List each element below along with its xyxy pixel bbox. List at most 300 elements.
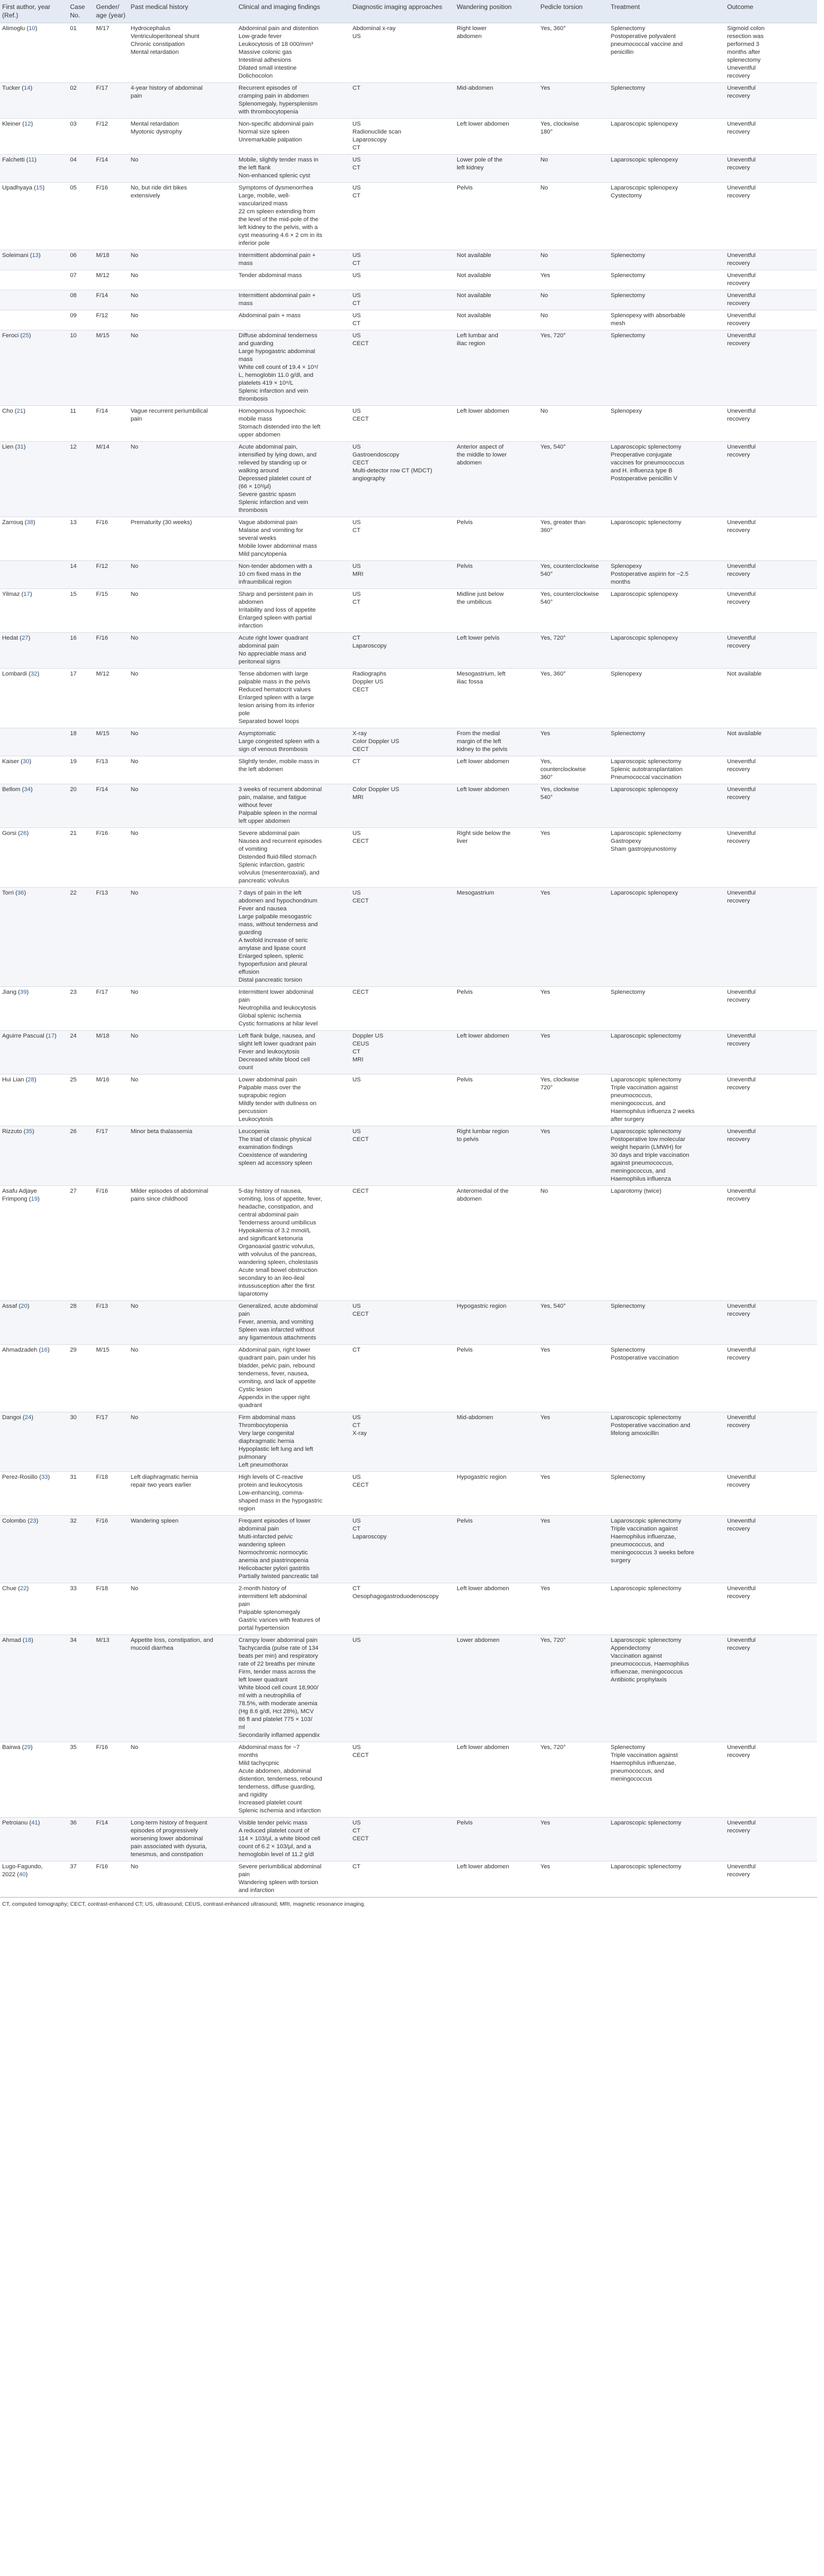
cell-treatment: [609, 1635, 725, 1742]
cell-gender-age: M/17: [94, 23, 128, 83]
cell-line: No: [130, 563, 138, 569]
cell-line: lesion arising from its inferior: [238, 702, 315, 709]
cell-line: A reduced platelet count of: [238, 1828, 309, 1834]
cell-line: pneumococcus,: [610, 1092, 653, 1099]
reference-link[interactable]: 12: [24, 121, 31, 127]
cell-clinical-findings: [236, 1301, 351, 1345]
cell-line: A twofold increase of seric: [238, 937, 308, 944]
cell-line: Radionuclide scan: [352, 129, 402, 135]
cell-line: White blood cell count 18,900/: [238, 1685, 319, 1691]
table-row: [0, 155, 817, 183]
cell-treatment: [609, 310, 725, 330]
cell-wandering-position: [454, 1516, 538, 1583]
cell-line: CT: [352, 1347, 361, 1353]
cell-line: Pelvis: [457, 989, 473, 995]
cell-line: Mid-abdomen: [457, 85, 494, 91]
cell-line: rate of 22 breaths per minute: [238, 1661, 315, 1667]
cell-line: 360°: [540, 774, 553, 781]
cell-line: Large congested spleen with a: [238, 738, 320, 745]
cell-wandering-position: [454, 1345, 538, 1412]
cell-line: Yes: [540, 1128, 551, 1135]
author-name: Falchetti: [2, 157, 25, 163]
cell-line: of vomiting: [238, 846, 268, 852]
cell-line: Uneventful: [727, 591, 756, 597]
cell-line: Acute small bowel obstruction: [238, 1267, 318, 1273]
cell-line: influenzae, meningococcus: [610, 1669, 683, 1675]
cell-line: abdomen: [457, 460, 482, 466]
cell-line: Hypogastric region: [457, 1303, 507, 1309]
cell-pedicle-torsion: [538, 155, 609, 183]
cell-clinical-findings: [236, 561, 351, 589]
cell-line: No: [130, 830, 138, 837]
cell-author: Cho (21): [0, 406, 68, 442]
cell-line: percussion: [238, 1108, 268, 1115]
cell-line: Mild pancytopenia: [238, 551, 287, 557]
cell-line: shaped mass in the hypogastric: [238, 1498, 323, 1504]
cell-line: Uneventful: [727, 519, 756, 526]
cell-line: Acute right lower quadrant: [238, 635, 308, 641]
cell-outcome: [725, 888, 817, 987]
cell-line: Intermittent abdominal pain +: [238, 292, 316, 299]
cell-gender-age: M/15: [94, 330, 128, 406]
cell-wandering-position: [454, 633, 538, 669]
cell-wandering-position: [454, 330, 538, 406]
reference-link[interactable]: 25: [22, 332, 29, 339]
author-name-cont: Frimpong: [2, 1196, 27, 1202]
cell-line: tenderness, diffuse guarding,: [238, 1784, 316, 1790]
cell-outcome: [725, 1031, 817, 1075]
author-name: Colombo: [2, 1518, 26, 1524]
cell-past-medical-history: [128, 888, 236, 987]
cell-outcome: [725, 290, 817, 310]
reference-link[interactable]: 38: [26, 519, 34, 526]
cell-line: Low-grade fever: [238, 33, 282, 40]
cell-line: Triple vaccination against: [610, 1752, 678, 1758]
cell-line: Laparoscopic splenectomy: [610, 1820, 681, 1826]
reference-link[interactable]: 31: [17, 444, 24, 450]
reference-link[interactable]: 26: [20, 830, 27, 837]
reference-link[interactable]: 28: [27, 1077, 34, 1083]
cell-line: Yes: [540, 989, 551, 995]
cell-gender-age: F/13: [94, 756, 128, 784]
cell-line: Laparoscopic splenectomy: [610, 758, 681, 765]
cell-line: Splenectomy: [610, 730, 646, 737]
cell-pedicle-torsion: [538, 1031, 609, 1075]
cell-diagnostic-imaging: [351, 756, 455, 784]
cell-pedicle-torsion: [538, 183, 609, 250]
cell-line: Vaccination against: [610, 1653, 662, 1659]
cell-line: Splenopexy: [610, 671, 642, 677]
cell-author: Bellom (34): [0, 784, 68, 828]
author-name: Asafu Adjaye: [2, 1188, 37, 1194]
reference-link[interactable]: 22: [20, 1585, 27, 1592]
cell-line: Right lumbar region: [457, 1128, 509, 1135]
cell-line: Multi-infarcted pelvic: [238, 1534, 293, 1540]
cell-line: Laparoscopic splenectomy: [610, 830, 681, 837]
author-name: Hedat: [2, 635, 18, 641]
cell-treatment: [609, 1412, 725, 1472]
cell-line: peritoneal signs: [238, 659, 280, 665]
cell-line: meningococcus 3 weeks before: [610, 1550, 695, 1556]
cell-pedicle-torsion: [538, 517, 609, 561]
reference-link[interactable]: 19: [31, 1196, 38, 1202]
cell-wandering-position: [454, 1742, 538, 1818]
cell-line: Multi-detector row CT (MDCT): [352, 468, 432, 474]
cell-line: Lower abdominal pain: [238, 1077, 297, 1083]
reference-link[interactable]: 32: [31, 671, 37, 677]
cell-line: Tachycardia (pulse rate of 134: [238, 1645, 319, 1651]
cell-line: Uneventful: [727, 121, 756, 127]
cell-line: X-ray: [352, 730, 367, 737]
cell-line: Fever and nausea: [238, 906, 287, 912]
table-row: [0, 1742, 817, 1818]
cell-line: Pelvis: [457, 185, 473, 191]
cell-clinical-findings: [236, 888, 351, 987]
cell-author: Bairwa (29): [0, 1742, 68, 1818]
cell-line: CEUS: [352, 1041, 370, 1047]
cell-wandering-position: [454, 83, 538, 119]
reference-link[interactable]: 15: [36, 185, 43, 191]
cell-line: Organoaxial gastric volvulus,: [238, 1243, 315, 1250]
author-name: Lien: [2, 444, 14, 450]
reference-link[interactable]: 33: [41, 1474, 48, 1480]
cell-line: Yes: [540, 1864, 551, 1870]
reference-link[interactable]: 27: [22, 635, 29, 641]
cell-line: Yes, clockwise: [540, 1077, 579, 1083]
cell-line: Separated bowel loops: [238, 718, 299, 725]
cell-pedicle-torsion: [538, 1861, 609, 1897]
cell-treatment: [609, 728, 725, 756]
cell-clinical-findings: [236, 633, 351, 669]
cell-pedicle-torsion: [538, 1345, 609, 1412]
cell-line: Yes: [540, 830, 551, 837]
header-clinical-findings: Clinical and imaging findings: [236, 0, 351, 23]
cell-treatment: [609, 1301, 725, 1345]
cell-line: No: [130, 591, 138, 597]
reference-link[interactable]: 39: [20, 989, 27, 995]
reference-link[interactable]: 14: [24, 85, 31, 91]
cell-line: central abdominal pain: [238, 1212, 299, 1218]
reference-link[interactable]: 40: [19, 1871, 26, 1878]
cell-line: recovery: [727, 1828, 750, 1834]
cell-case-no: 29: [68, 1345, 94, 1412]
cell-past-medical-history: [128, 987, 236, 1031]
reference-link[interactable]: 16: [41, 1347, 48, 1353]
cell-line: Not available: [727, 730, 762, 737]
cell-line: Sigmoid colon: [727, 25, 765, 32]
author-name: Alimoglu: [2, 25, 25, 32]
cell-line: Splenectomy: [610, 252, 646, 259]
cell-past-medical-history: [128, 1861, 236, 1897]
cell-past-medical-history: [128, 310, 236, 330]
author-name: Bellom: [2, 786, 21, 793]
cell-gender-age: F/16: [94, 517, 128, 561]
cell-gender-age: M/18: [94, 1031, 128, 1075]
cell-pedicle-torsion: [538, 1301, 609, 1345]
cell-line: Yes: [540, 1414, 551, 1421]
cell-line: No: [130, 989, 138, 995]
cell-pedicle-torsion: [538, 442, 609, 517]
cell-line: Uneventful: [727, 890, 756, 896]
cell-line: Leukocytosis: [238, 1116, 273, 1123]
cell-line: recovery: [727, 643, 750, 649]
cell-past-medical-history: [128, 784, 236, 828]
reference-link[interactable]: 41: [31, 1820, 38, 1826]
cell-line: Splenectomy: [610, 1303, 646, 1309]
cell-line: Laparoscopic splenectomy: [610, 1033, 681, 1039]
cell-line: count: [238, 1064, 253, 1071]
cell-line: Laparoscopic splenopexy: [610, 185, 678, 191]
cell-line: Abdominal pain + mass: [238, 312, 301, 319]
cell-line: CT: [352, 1585, 361, 1592]
cell-author: Kaiser (30): [0, 756, 68, 784]
cell-outcome: [725, 406, 817, 442]
cell-treatment: [609, 633, 725, 669]
cell-line: Not available: [457, 312, 491, 319]
cell-line: Postoperative aspirin for ~2.5: [610, 571, 689, 577]
cell-line: Haemophilus influenzae,: [610, 1534, 676, 1540]
cell-line: splenectomy: [727, 57, 761, 63]
cell-line: ml: [238, 1724, 245, 1731]
cell-case-no: 05: [68, 183, 94, 250]
cell-author: Perez-Rosillo (33): [0, 1472, 68, 1516]
cell-line: and H. influenza type B: [610, 468, 673, 474]
cell-line: wandering spleen: [238, 1542, 286, 1548]
cell-line: L, hemoglobin 11.0 g/dl, and: [238, 372, 314, 378]
reference-link[interactable]: 17: [48, 1033, 55, 1039]
cell-line: Not available: [457, 252, 491, 259]
reference-link[interactable]: 30: [22, 758, 30, 765]
reference-link[interactable]: 24: [24, 1414, 32, 1421]
cell-diagnostic-imaging: [351, 828, 455, 888]
cell-pedicle-torsion: [538, 1472, 609, 1516]
author-name: Ahmadzadeh: [2, 1347, 37, 1353]
cell-line: Splenic infarction, gastric: [238, 862, 305, 868]
cell-line: The triad of classic physical: [238, 1136, 311, 1143]
cell-line: Low-enhancing, comma-: [238, 1490, 304, 1496]
cell-line: 4-year history of abdominal: [130, 85, 203, 91]
author-name: Kaiser: [2, 758, 20, 765]
cell-line: Triple vaccination against: [610, 1085, 678, 1091]
cell-clinical-findings: [236, 270, 351, 290]
cell-line: Pelvis: [457, 563, 473, 569]
cell-line: abdomen: [457, 33, 482, 40]
cell-pedicle-torsion: [538, 669, 609, 728]
cell-clinical-findings: [236, 784, 351, 828]
cell-line: and significant ketonuria: [238, 1235, 303, 1242]
cell-treatment: [609, 888, 725, 987]
reference-link[interactable]: 21: [16, 408, 24, 414]
cell-line: examination findings: [238, 1144, 293, 1151]
cell-line: US: [352, 563, 361, 569]
cell-line: cyst measuring 4.6 × 2 cm in its: [238, 232, 323, 239]
cell-line: 540°: [540, 571, 553, 577]
cell-line: Severe abdominal pain: [238, 830, 300, 837]
cell-treatment: [609, 1861, 725, 1897]
cell-pedicle-torsion: [538, 561, 609, 589]
cell-line: amylase and lipase count: [238, 945, 306, 952]
cell-line: recovery: [727, 838, 750, 844]
cell-diagnostic-imaging: [351, 633, 455, 669]
cell-line: Severe periumbilical abdominal: [238, 1864, 321, 1870]
cell-line: extensively: [130, 193, 160, 199]
header-gender-age: Gender/ age (year): [94, 0, 128, 23]
cell-line: without fever: [238, 802, 272, 809]
cell-treatment: [609, 183, 725, 250]
cell-clinical-findings: [236, 1472, 351, 1516]
cell-line: left kidney: [457, 165, 484, 171]
reference-link[interactable]: 34: [24, 786, 31, 793]
cell-line: cramping pain in abdomen: [238, 93, 309, 99]
cell-diagnostic-imaging: [351, 83, 455, 119]
cell-line: region: [238, 1506, 255, 1512]
cell-outcome: [725, 828, 817, 888]
cell-line: and rigidity: [238, 1792, 268, 1798]
cell-line: CT: [352, 527, 361, 534]
cell-line: Diffuse abdominal tenderness: [238, 332, 318, 339]
cell-line: 5-day history of nausea,: [238, 1188, 302, 1194]
cell-line: recovery: [727, 1136, 750, 1143]
cell-clinical-findings: [236, 1126, 351, 1186]
cell-case-no: 20: [68, 784, 94, 828]
cell-line: slight left lower quadrant pain: [238, 1041, 316, 1047]
author-name: Ahmad: [2, 1637, 21, 1643]
cell-line: Laparotomy (twice): [610, 1188, 661, 1194]
cell-diagnostic-imaging: [351, 406, 455, 442]
cell-line: (Hg 8.6 g/dl, Hct 28%), MCV: [238, 1708, 314, 1715]
cell-line: 30 days and triple vaccination: [610, 1152, 689, 1158]
cell-pedicle-torsion: [538, 1742, 609, 1818]
cell-past-medical-history: [128, 83, 236, 119]
cell-treatment: [609, 1472, 725, 1516]
cell-past-medical-history: [128, 1412, 236, 1472]
cell-line: Postoperative low molecular: [610, 1136, 686, 1143]
cell-diagnostic-imaging: [351, 23, 455, 83]
cell-line: Anterior aspect of: [457, 444, 504, 450]
cell-line: Yes, 540°: [540, 1303, 566, 1309]
cell-line: recovery: [727, 571, 750, 577]
cell-line: performed 3: [727, 41, 760, 47]
cell-pedicle-torsion: [538, 406, 609, 442]
cell-author: Soleimani (13): [0, 250, 68, 270]
cell-past-medical-history: [128, 1126, 236, 1186]
cell-line: Irritability and loss of appetite: [238, 607, 316, 613]
reference-link[interactable]: 11: [28, 157, 35, 163]
cell-line: intussusception after the first: [238, 1283, 315, 1289]
reference-link[interactable]: 36: [17, 890, 24, 896]
cell-past-medical-history: [128, 561, 236, 589]
cell-line: Pelvis: [457, 1820, 473, 1826]
cell-wandering-position: [454, 1818, 538, 1861]
cell-case-no: 24: [68, 1031, 94, 1075]
cell-line: pneumococcus, Haemophilus: [610, 1661, 689, 1667]
cell-line: Non-specific abdominal pain: [238, 121, 314, 127]
cell-line: Yes: [540, 85, 551, 91]
cell-line: Laparoscopic splenectomy: [610, 1128, 681, 1135]
cell-line: Laparoscopic splenopexy: [610, 890, 678, 896]
reference-link[interactable]: 20: [21, 1303, 27, 1309]
table-footnote: CT, computed tomography; CECT, contrast-enhanced CT; US, ultrasound; CEUS, contrast-enhanced ultrasound; MRI, magnetic resonance imaging.: [0, 1897, 817, 1910]
cell-diagnostic-imaging: [351, 250, 455, 270]
cell-diagnostic-imaging: [351, 728, 455, 756]
cell-line: Yes, 360°: [540, 25, 566, 32]
cell-treatment: [609, 828, 725, 888]
reference-link[interactable]: 23: [30, 1518, 36, 1524]
cell-outcome: [725, 1635, 817, 1742]
cell-diagnostic-imaging: [351, 517, 455, 561]
cell-line: count of 6.2 × 103/μl, and a: [238, 1843, 311, 1850]
cell-line: Left lower abdomen: [457, 1585, 509, 1592]
cell-line: volvulus (mesenteroaxial), and: [238, 870, 320, 876]
cell-case-no: 37: [68, 1861, 94, 1897]
cell-line: Acute abdominal pain,: [238, 444, 298, 450]
table-row: [0, 784, 817, 828]
cell-line: No: [130, 635, 138, 641]
table-row: [0, 888, 817, 987]
cell-diagnostic-imaging: [351, 1818, 455, 1861]
cell-author: Yilmaz (17): [0, 589, 68, 633]
cell-line: meningococcus, and: [610, 1100, 666, 1107]
cell-past-medical-history: [128, 756, 236, 784]
reference-link[interactable]: 10: [29, 25, 35, 32]
cell-line: vascularized mass: [238, 201, 288, 207]
cell-past-medical-history: [128, 517, 236, 561]
cell-clinical-findings: [236, 1075, 351, 1126]
table-row: [0, 1472, 817, 1516]
cell-line: Depressed platelet count of: [238, 476, 311, 482]
cell-wandering-position: [454, 561, 538, 589]
table-row: [0, 119, 817, 155]
cell-line: recovery: [727, 898, 750, 904]
cell-line: Slightly tender, mobile mass in: [238, 758, 319, 765]
table-row: [0, 1345, 817, 1412]
cell-line: to pelvis: [457, 1136, 479, 1143]
reference-link[interactable]: 13: [32, 252, 39, 259]
cell-line: lifelong amoxicillin: [610, 1430, 659, 1437]
reference-link[interactable]: 18: [24, 1637, 32, 1643]
cell-line: recovery: [727, 1085, 750, 1091]
cell-line: Radiographs: [352, 671, 386, 677]
cell-gender-age: M/16: [94, 1075, 128, 1126]
cell-line: Sharp and persistent pain in: [238, 591, 313, 597]
cell-case-no: 14: [68, 561, 94, 589]
cell-line: Left lower abdomen: [457, 1744, 509, 1751]
cell-line: thrombosis: [238, 507, 268, 514]
cell-line: CECT: [352, 687, 369, 693]
cell-pedicle-torsion: [538, 589, 609, 633]
cell-diagnostic-imaging: [351, 183, 455, 250]
cell-line: Laparoscopic splenectomy: [610, 1518, 681, 1524]
cell-line: Laparoscopy: [352, 137, 387, 143]
cell-outcome: [725, 1126, 817, 1186]
cell-past-medical-history: [128, 1472, 236, 1516]
reference-link[interactable]: 17: [23, 591, 30, 597]
cell-outcome: [725, 119, 817, 155]
table-row: [0, 561, 817, 589]
cell-line: Left lower abdomen: [457, 121, 509, 127]
cell-line: recovery: [727, 794, 750, 801]
table-row: [0, 987, 817, 1031]
reference-link[interactable]: 35: [25, 1128, 33, 1135]
cell-outcome: [725, 517, 817, 561]
cell-wandering-position: [454, 987, 538, 1031]
reference-link[interactable]: 29: [24, 1744, 31, 1751]
cell-line: penicillin: [610, 49, 634, 55]
cell-case-no: 30: [68, 1412, 94, 1472]
cell-line: Pneumococcal vaccination: [610, 774, 681, 781]
author-name: Torri: [2, 890, 14, 896]
cell-author: Ahmad (18): [0, 1635, 68, 1742]
